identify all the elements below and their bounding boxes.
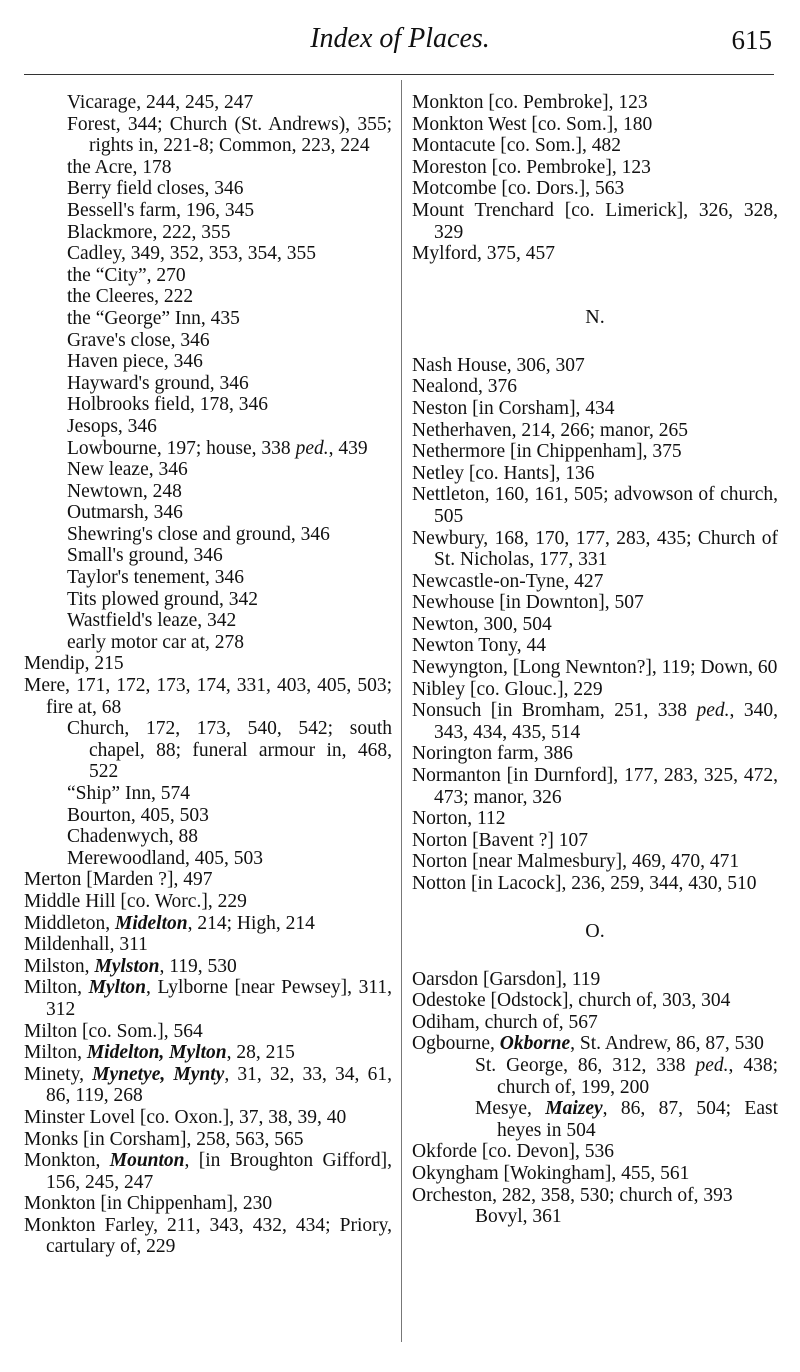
entry-text: Cadley, 349, 352, 353, 354, 355	[67, 243, 316, 265]
entry-text: Berry field closes, 346	[67, 178, 244, 200]
entry-text: Bourton, 405, 503	[67, 804, 209, 826]
index-entry	[24, 373, 392, 395]
entry-text: Monkton [in Chippenham], 230	[24, 1193, 273, 1215]
entry-text-continued: , St. Andrew, 86, 87, 530	[570, 1033, 764, 1055]
entry-text: Nash House, 306, 307	[412, 354, 585, 376]
index-entry	[412, 528, 778, 571]
index-entry	[412, 743, 778, 765]
index-entry	[412, 1206, 778, 1228]
entry-text: Middleton,	[24, 912, 115, 934]
entry-text: Outmarsh, 346	[67, 502, 183, 524]
index-entry	[412, 765, 778, 808]
entry-variant-spelling: Mylston	[94, 955, 160, 977]
entry-text-continued: , 31, 32, 33, 34, 61, 86, 119, 268	[46, 1063, 392, 1107]
index-entry	[24, 1042, 392, 1064]
section-letter: O.	[585, 919, 605, 942]
column-divider	[401, 80, 402, 1342]
index-entry	[412, 463, 778, 485]
entry-text: Normanton [in Durnford], 177, 283, 325, 472, 473; manor, 326	[412, 765, 778, 808]
entry-text: Oarsdon [Garsdon], 119	[412, 968, 601, 990]
entry-text: Mendip, 215	[24, 653, 124, 675]
index-entry	[24, 675, 392, 718]
entry-pedigree-note: ped.	[696, 700, 730, 722]
index-entry	[24, 826, 392, 848]
entry-text: Milton [co. Som.], 564	[24, 1020, 203, 1042]
entry-text: Moreston [co. Pembroke], 123	[412, 156, 651, 178]
entry-text: New leaze, 346	[67, 459, 188, 481]
entry-text: Milton,	[24, 977, 89, 999]
entry-text: Wastfield's leaze, 342	[67, 610, 237, 632]
index-entry	[412, 355, 778, 377]
index-entry	[24, 200, 392, 222]
index-entry	[412, 679, 778, 701]
index-entry	[412, 808, 778, 830]
entry-text-continued: , 439	[328, 437, 368, 459]
entry-text: Ogbourne,	[412, 1033, 500, 1055]
index-entry	[412, 657, 778, 679]
index-entry	[412, 614, 778, 636]
index-entry	[412, 1185, 778, 1207]
index-entry	[24, 524, 392, 546]
index-entry	[24, 913, 392, 935]
entry-text: Hayward's ground, 346	[67, 372, 249, 394]
entry-text: Netley [co. Hants], 136	[412, 462, 595, 484]
entry-text: Holbrooks field, 178, 346	[67, 394, 268, 416]
entry-text: Nibley [co. Glouc.], 229	[412, 678, 603, 700]
entry-variant-spelling: Midelton	[115, 912, 188, 934]
index-entry	[412, 157, 778, 179]
entry-variant-spelling: Okborne	[499, 1033, 571, 1055]
index-entry	[412, 484, 778, 527]
index-entry	[24, 1193, 392, 1215]
entry-text: Mildenhall, 311	[24, 934, 148, 956]
entry-text: Nonsuch [in Bromham, 251, 338	[412, 700, 697, 722]
index-entry	[412, 830, 778, 852]
entry-text: Newhouse [in Downton], 507	[412, 592, 644, 614]
entry-text-continued: , 438; church of, 199, 200	[497, 1054, 778, 1098]
entry-text: Taylor's tenement, 346	[67, 567, 245, 589]
index-entry	[24, 481, 392, 503]
entry-text: Church, 172, 173, 540, 542; south chapel, 88; funeral armour in, 468, 522	[67, 718, 392, 783]
entry-text: Monkton Farley, 211, 343, 432, 434; Priory, cartulary of, 229	[24, 1214, 392, 1258]
entry-pedigree-note: ped.	[695, 1054, 729, 1076]
index-entry	[412, 873, 778, 895]
index-entry	[24, 157, 392, 179]
entry-text: Bovyl, 361	[475, 1206, 562, 1228]
index-entry	[412, 200, 778, 243]
entry-text-continued: , 340, 343, 434, 435, 514	[434, 700, 779, 743]
entry-text: Newtown, 248	[67, 480, 182, 502]
index-entry	[24, 1150, 392, 1193]
entry-text: Motcombe [co. Dors.], 563	[412, 178, 625, 200]
index-entry	[412, 1033, 778, 1055]
entry-text-continued: , 28, 215	[226, 1042, 295, 1064]
entry-text: Milston,	[24, 955, 95, 977]
entry-text: Haven piece, 346	[67, 351, 203, 373]
index-entry	[24, 1021, 392, 1043]
index-entry	[24, 783, 392, 805]
entry-text: Okyngham [Wokingham], 455, 561	[412, 1162, 690, 1184]
index-entry	[24, 977, 392, 1020]
entry-text: Newcastle-on-Tyne, 427	[412, 570, 604, 592]
entry-text: Norton [Bavent ?] 107	[412, 829, 588, 851]
entry-text: Odestoke [Odstock], church of, 303, 304	[412, 990, 731, 1012]
index-entry	[412, 1012, 778, 1034]
entry-text: Grave's close, 346	[67, 329, 210, 351]
index-entry	[24, 1064, 392, 1107]
header-rule	[24, 74, 774, 75]
index-entry	[412, 571, 778, 593]
entry-text: Merton [Marden ?], 497	[24, 869, 213, 891]
index-entry	[24, 92, 392, 114]
entry-pedigree-note: ped.	[295, 437, 329, 459]
index-entry	[412, 243, 778, 265]
entry-text: Chadenwych, 88	[67, 826, 199, 848]
index-entry	[24, 1215, 392, 1258]
index-entry	[24, 330, 392, 352]
entry-text: Netherhaven, 214, 266; manor, 265	[412, 419, 688, 441]
index-entry	[412, 114, 778, 136]
running-title: Index of Places.	[310, 23, 490, 54]
index-entry	[412, 420, 778, 442]
entry-text: Neston [in Corsham], 434	[412, 397, 615, 419]
entry-text: Mylford, 375, 457	[412, 243, 555, 265]
entry-text: Newton Tony, 44	[412, 635, 547, 657]
entry-text: Monkton West [co. Som.], 180	[412, 113, 653, 135]
entry-text: Norton [near Malmesbury], 469, 470, 471	[412, 851, 740, 873]
entry-text: Mount Trenchard [co. Limerick], 326, 328, 329	[412, 199, 778, 243]
index-entry	[412, 592, 778, 614]
index-entry	[412, 441, 778, 463]
entry-text: Notton [in Lacock], 236, 259, 344, 430, 510	[412, 873, 757, 894]
page-number: 615	[731, 25, 772, 55]
entry-variant-spelling: Mynetye, Mynty	[92, 1063, 225, 1085]
entry-text: early motor car at, 278	[67, 631, 245, 653]
entry-text: Nettleton, 160, 161, 505; advowson of church, 505	[412, 484, 778, 527]
index-entry	[412, 92, 778, 114]
index-entry	[24, 869, 392, 891]
index-entry	[24, 243, 392, 265]
entry-text: Minster Lovel [co. Oxon.], 37, 38, 39, 40	[24, 1106, 347, 1128]
index-entry	[24, 589, 392, 611]
index-entry	[24, 610, 392, 632]
entry-text-continued: , 214; High, 214	[187, 912, 315, 934]
entry-text-continued: , Lylborne [near Pewsey], 311, 312	[46, 977, 393, 1020]
index-entry	[24, 351, 392, 373]
entry-text-continued: , 119, 530	[159, 955, 237, 977]
entry-text: Norton, 112	[412, 808, 506, 830]
index-entry	[412, 969, 778, 991]
entry-variant-spelling: Midelton, Mylton	[86, 1042, 227, 1064]
index-entry	[24, 1107, 392, 1129]
entry-text: Shewring's close and ground, 346	[67, 523, 330, 545]
entry-text: Newyngton, [Long Newnton?], 119; Down, 60	[412, 657, 778, 679]
entry-text: Monks [in Corsham], 258, 563, 565	[24, 1128, 304, 1150]
entry-text: Monkton [co. Pembroke], 123	[412, 92, 648, 113]
entry-text: Orcheston, 282, 358, 530; church of, 393	[412, 1184, 733, 1206]
index-entry	[24, 438, 392, 460]
section-letter: N.	[585, 305, 605, 328]
entry-text: Small's ground, 346	[67, 545, 223, 567]
index-entry	[24, 934, 392, 956]
index-entry	[24, 632, 392, 654]
entry-text: Milton,	[24, 1042, 87, 1064]
entry-variant-spelling: Mylton	[88, 977, 146, 999]
entry-text: the “George” Inn, 435	[67, 307, 240, 329]
index-entry	[412, 1098, 778, 1141]
index-entry	[412, 700, 778, 743]
index-entry	[412, 1055, 778, 1098]
index-entry	[24, 545, 392, 567]
entry-text: Newbury, 168, 170, 177, 283, 435; Church of St. Nicholas, 177, 331	[412, 527, 778, 571]
entry-variant-spelling: Mounton	[109, 1150, 185, 1172]
index-entry	[24, 459, 392, 481]
index-entry	[412, 178, 778, 200]
index-entry	[24, 308, 392, 330]
index-entry	[412, 1163, 778, 1185]
index-entry	[24, 265, 392, 287]
entry-text: Norington farm, 386	[412, 743, 573, 765]
entry-text: Newton, 300, 504	[412, 613, 552, 635]
entry-text: Lowbourne, 197; house, 338	[67, 437, 296, 459]
index-entry	[24, 222, 392, 244]
index-entry	[24, 805, 392, 827]
index-entry	[412, 851, 778, 873]
entry-text: the Cleeres, 222	[67, 286, 194, 308]
entry-text: Blackmore, 222, 355	[67, 221, 231, 243]
index-entry	[412, 376, 778, 398]
entry-text: Okforde [co. Devon], 536	[412, 1141, 614, 1163]
right-column	[412, 92, 778, 1228]
entry-text-continued: , 86, 87, 504; East heyes in 504	[497, 1098, 778, 1141]
entry-text: Vicarage, 244, 245, 247	[67, 92, 254, 113]
index-entry	[412, 635, 778, 657]
entry-text: Nealond, 376	[412, 376, 518, 398]
entry-text: Mesye,	[475, 1098, 546, 1120]
left-column	[24, 92, 392, 1258]
index-entry	[24, 1129, 392, 1151]
index-entry	[24, 891, 392, 913]
index-entry	[24, 956, 392, 978]
entry-text: the “City”, 270	[67, 264, 186, 286]
entry-text: Bessell's farm, 196, 345	[67, 199, 255, 221]
entry-text: Tits plowed ground, 342	[67, 588, 259, 610]
index-entry	[24, 114, 392, 157]
entry-text: Monkton,	[24, 1150, 110, 1172]
index-entry	[24, 718, 392, 783]
index-entry	[24, 178, 392, 200]
entry-text-continued: , [in Broughton Gifford], 156, 245, 247	[46, 1150, 393, 1193]
entry-text: Forest, 344; Church (St. Andrews), 355; rights in, 221-8; Common, 223, 224	[67, 113, 392, 157]
entry-text: Merewoodland, 405, 503	[67, 847, 264, 869]
entry-text: Nethermore [in Chippenham], 375	[412, 441, 682, 463]
index-entry	[412, 1141, 778, 1163]
entry-text: “Ship” Inn, 574	[67, 783, 190, 804]
index-entry	[24, 286, 392, 308]
index-entry	[24, 567, 392, 589]
index-entry	[24, 653, 392, 675]
entry-text: St. George, 86, 312, 338	[475, 1054, 696, 1076]
entry-text: Mere, 171, 172, 173, 174, 331, 403, 405, 503; fire at, 68	[24, 675, 392, 718]
entry-text: Jesops, 346	[67, 415, 157, 437]
entry-variant-spelling: Maizey	[545, 1098, 603, 1120]
index-entry	[24, 848, 392, 870]
entry-text: the Acre, 178	[67, 156, 172, 178]
entry-text: Minety,	[24, 1063, 93, 1085]
index-entry	[412, 398, 778, 420]
index-entry	[412, 135, 778, 157]
entry-text: Montacute [co. Som.], 482	[412, 135, 622, 157]
index-entry	[412, 990, 778, 1012]
index-entry	[24, 502, 392, 524]
entry-text: Middle Hill [co. Worc.], 229	[24, 890, 247, 912]
index-entry	[24, 416, 392, 438]
index-entry	[24, 394, 392, 416]
entry-text: Odiham, church of, 567	[412, 1011, 598, 1033]
